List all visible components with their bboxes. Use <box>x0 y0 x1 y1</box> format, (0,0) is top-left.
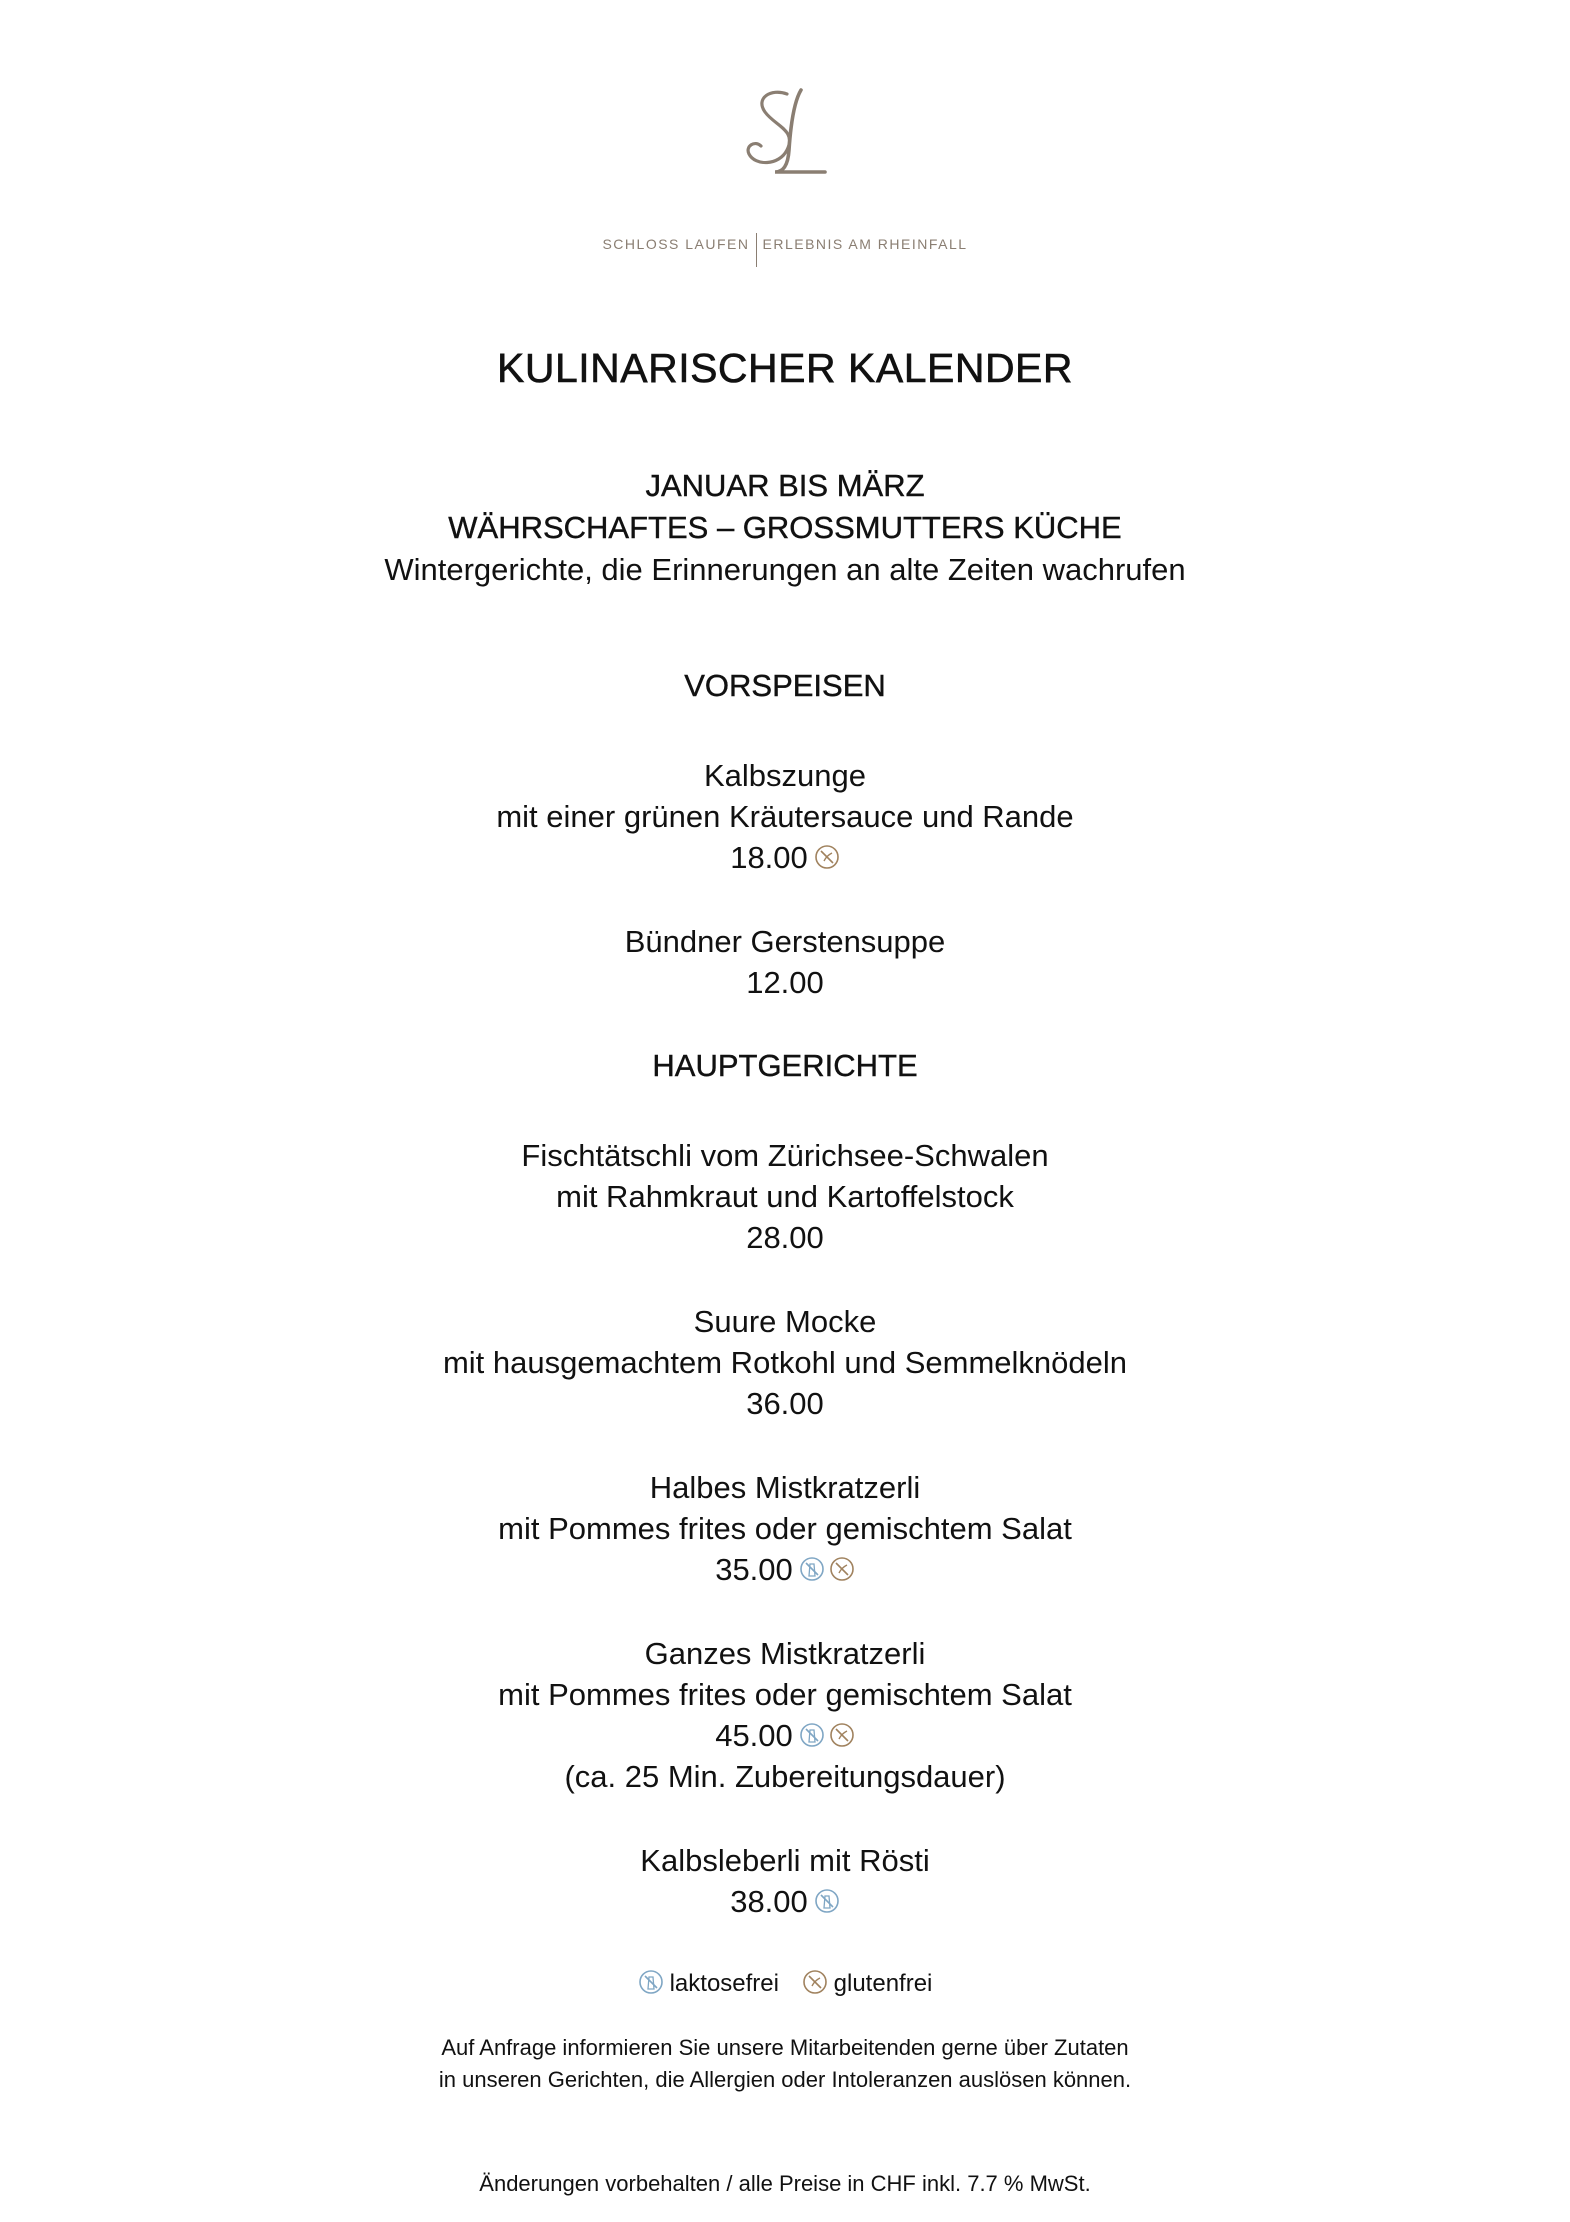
season-description: Wintergerichte, die Erinnerungen an alte Zeiten wachrufen <box>384 552 1186 587</box>
dish-price: 18.00 <box>730 840 808 875</box>
dish-price: 12.00 <box>746 965 824 1000</box>
lactose-free-icon <box>799 1722 825 1748</box>
dish-name: Suure Mocke <box>693 1304 877 1339</box>
logo <box>0 80 1570 195</box>
gluten-free-icon <box>829 1556 855 1582</box>
season-period: JANUAR BIS MÄRZ <box>645 468 925 503</box>
dish-price: 45.00 <box>715 1718 793 1753</box>
dish-price: 36.00 <box>746 1386 824 1421</box>
legend-item-gluten <box>802 1968 933 2000</box>
allergy-note-line-2: in unseren Gerichten, die Allergien oder Intoleranzen auslösen können. <box>438 2067 1132 2092</box>
gluten-free-icon <box>829 1722 855 1748</box>
gluten-free-icon <box>814 844 840 870</box>
dish-name: Ganzes Mistkratzerli <box>644 1636 926 1671</box>
section-heading-mains: HAUPTGERICHTE <box>652 1048 918 1083</box>
page-title: KULINARISCHER KALENDER <box>496 345 1074 391</box>
dish-description: mit Pommes frites oder gemischtem Salat <box>498 1511 1072 1546</box>
dish-name: Bündner Gerstensuppe <box>624 924 946 959</box>
lactose-free-icon <box>799 1556 825 1582</box>
legend-item-lactose <box>638 1968 779 2000</box>
dish-name: Fischtätschli vom Zürichsee-Schwalen <box>521 1138 1049 1173</box>
footer-note: Änderungen vorbehalten / alle Preise in CHF inkl. 7.7 % MwSt. <box>479 2171 1091 2196</box>
dish-name: Kalbsleberli mit Rösti <box>640 1843 930 1878</box>
lactose-free-icon <box>638 1969 664 1995</box>
dish-price: 38.00 <box>730 1884 808 1919</box>
dish-description: mit Pommes frites oder gemischtem Salat <box>498 1677 1072 1712</box>
dish-price: 35.00 <box>715 1552 793 1587</box>
lactose-free-icon <box>814 1888 840 1914</box>
dish-name: Kalbszunge <box>703 758 866 793</box>
tagline <box>0 233 1570 267</box>
legend-label-gluten: glutenfrei <box>833 1970 933 1997</box>
dish-description: mit hausgemachtem Rotkohl und Semmelknödeln <box>442 1345 1128 1380</box>
tagline-divider <box>756 233 757 267</box>
legend-label-lactose: laktosefrei <box>669 1970 779 1997</box>
dish-description: mit Rahmkraut und Kartoffelstock <box>556 1179 1014 1214</box>
section-heading-starters: VORSPEISEN <box>684 668 886 703</box>
season-theme: WÄHRSCHAFTES – GROSSMUTTERS KÜCHE <box>448 510 1122 545</box>
dish-price-row <box>0 1882 1570 1922</box>
dish-description: mit einer grünen Kräutersauce und Rande <box>496 799 1074 834</box>
dish-price-row <box>0 838 1570 878</box>
schloss-laufen-monogram-icon <box>725 80 845 190</box>
dish-price: 28.00 <box>746 1220 824 1255</box>
dish-price-row <box>0 1550 1570 1590</box>
dish-price-row <box>0 1716 1570 1756</box>
dish-name: Halbes Mistkratzerli <box>649 1470 921 1505</box>
allergy-note-line-1: Auf Anfrage informieren Sie unsere Mitarbeitenden gerne über Zutaten <box>441 2035 1129 2060</box>
dish-note: (ca. 25 Min. Zubereitungsdauer) <box>564 1759 1006 1794</box>
allergen-legend <box>0 1968 1570 2000</box>
tagline-left: SCHLOSS LAUFEN <box>602 236 750 252</box>
tagline-right: ERLEBNIS AM RHEINFALL <box>762 236 968 252</box>
gluten-free-icon <box>802 1969 828 1995</box>
